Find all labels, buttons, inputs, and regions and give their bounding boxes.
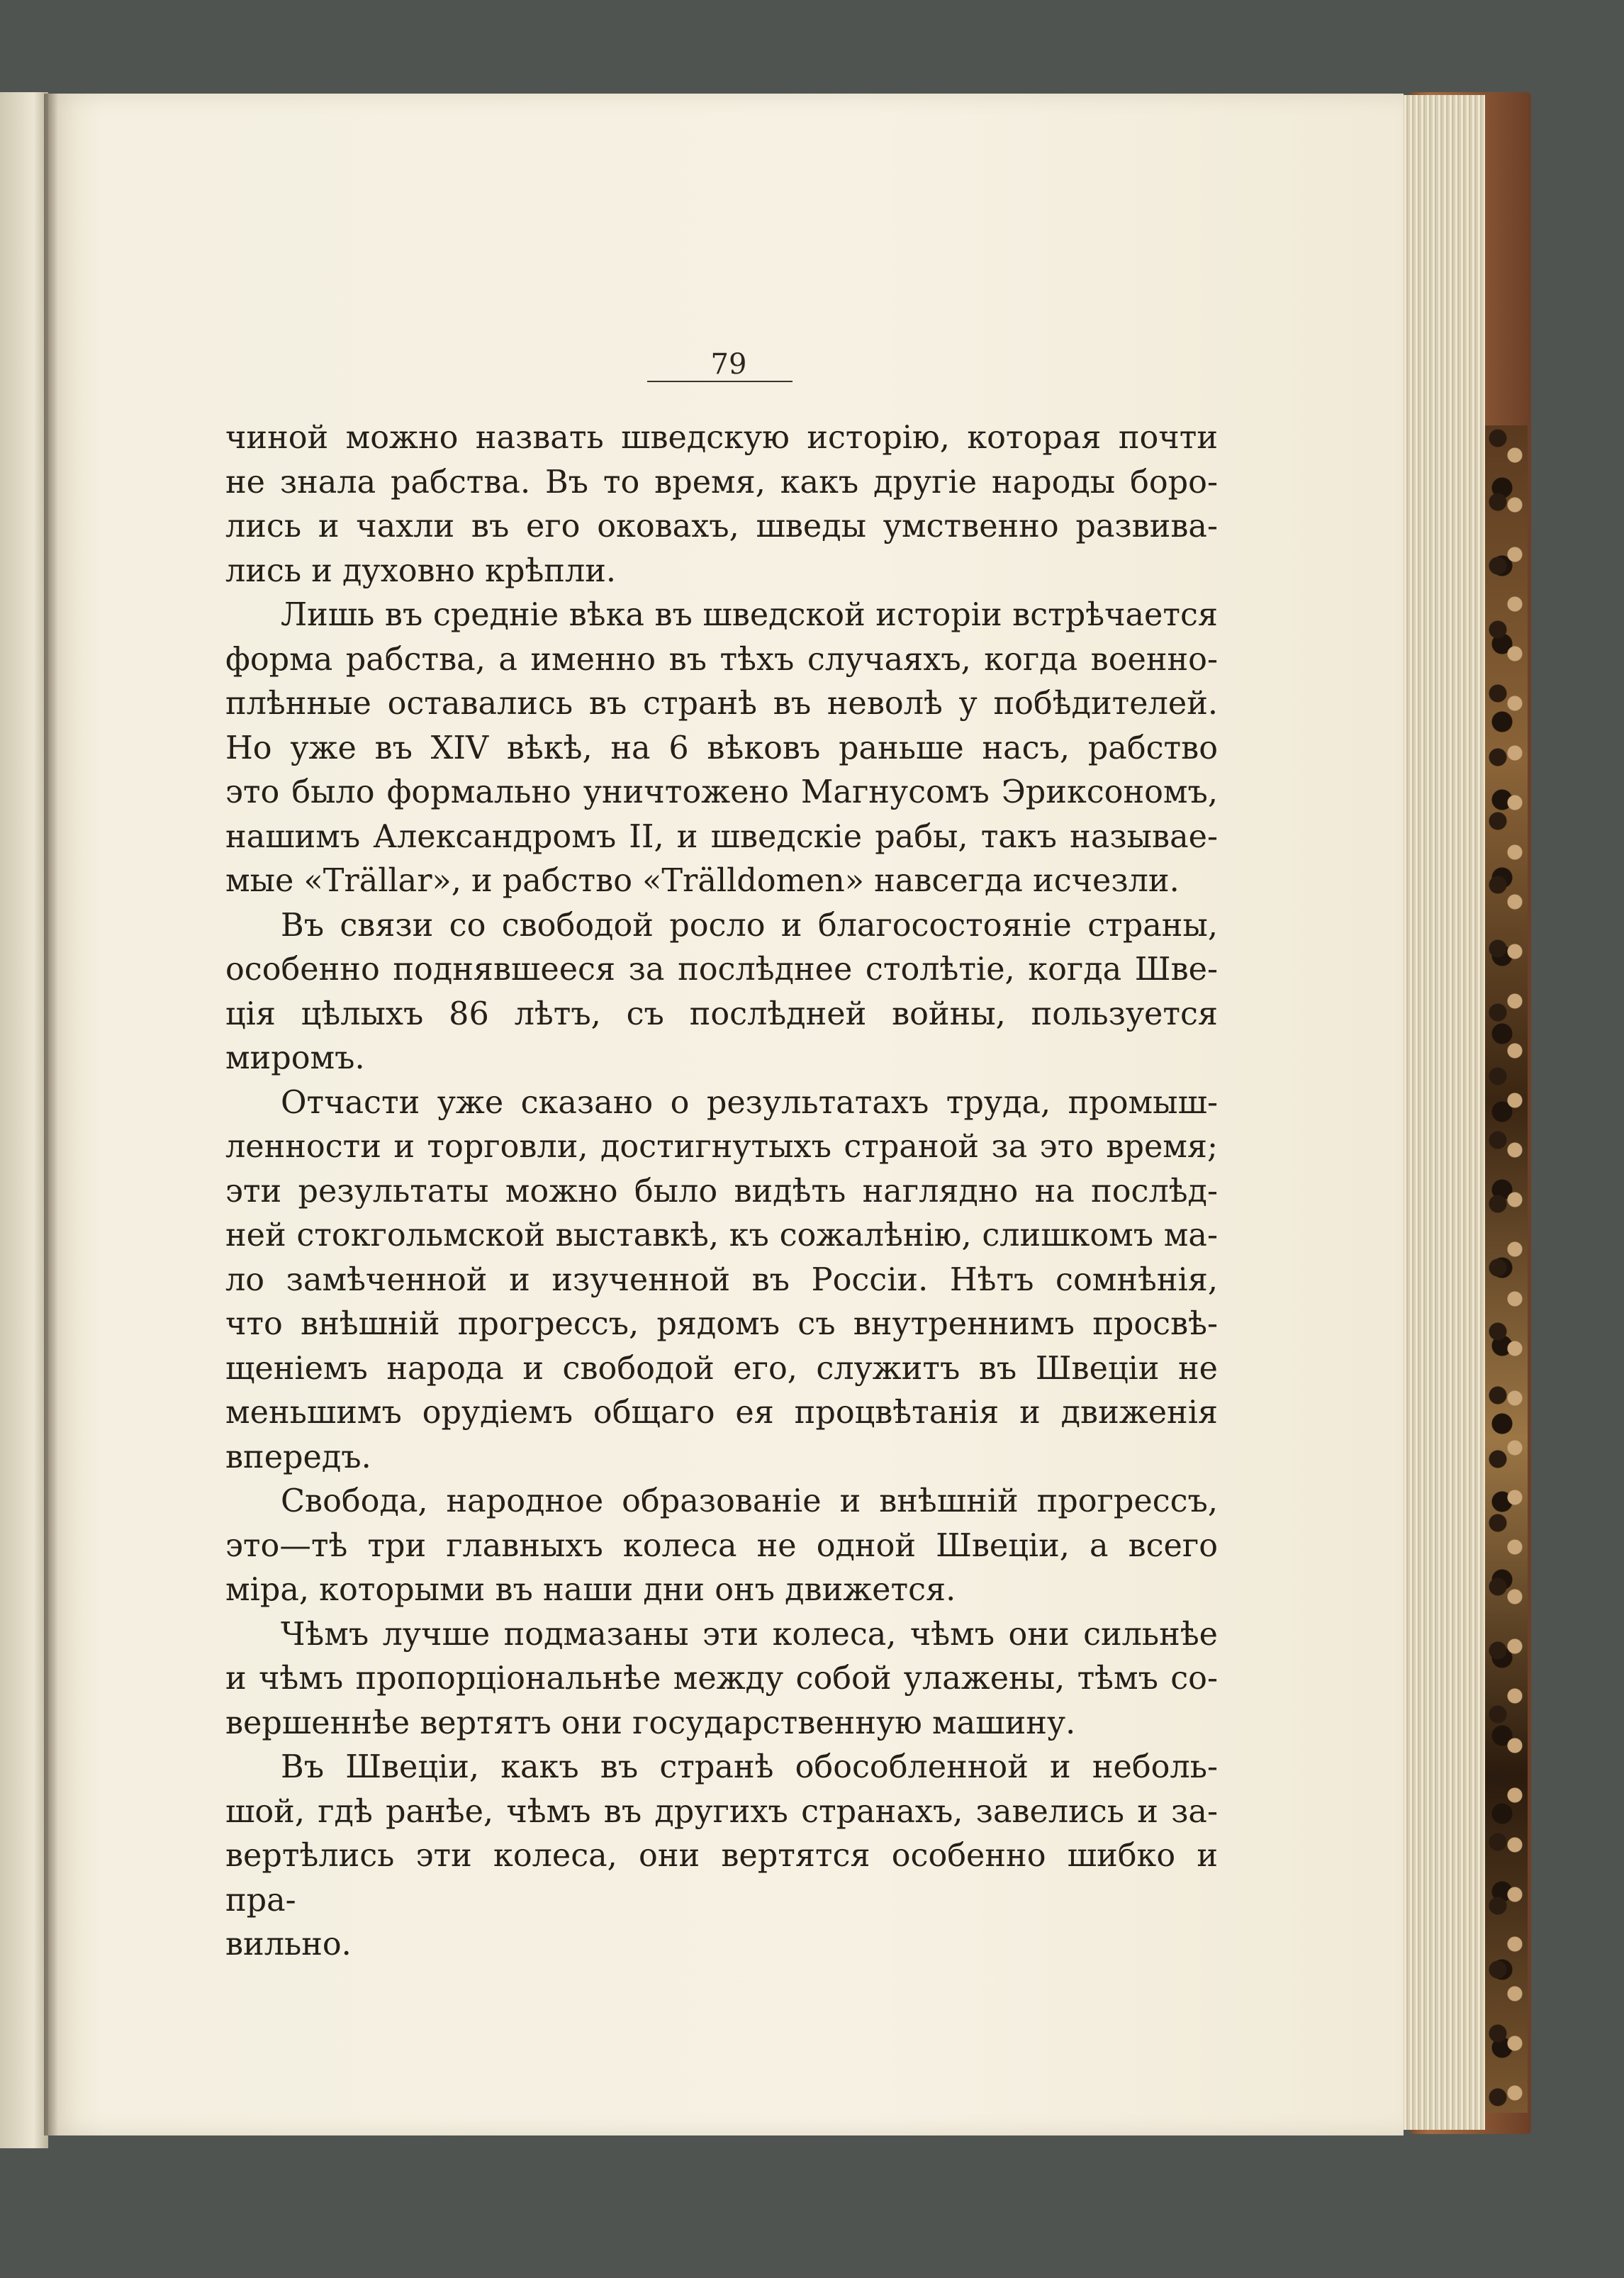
text-line: ло замѣченной и изученной въ Россіи. Нѣтъ сомнѣнія, <box>225 1261 1218 1298</box>
left-page-edge <box>0 92 48 2148</box>
text-line: шой, гдѣ ранѣе, чѣмъ въ другихъ странахъ, завелись и за- <box>225 1793 1218 1830</box>
text-line: эти результаты можно было видѣть наглядно на послѣд- <box>225 1173 1218 1210</box>
page-number-rule <box>647 381 793 382</box>
text-line: Свобода, народное образованіе и внѣшній прогрессъ, <box>281 1483 1218 1519</box>
body-text <box>225 416 1218 1967</box>
text-line: чиной можно назвать шведскую исторію, которая почти <box>225 420 1218 456</box>
text-line: и чѣмъ пропорціональнѣе между собой улажены, тѣмъ со- <box>225 1660 1218 1697</box>
page-stack-edge <box>1396 95 1485 2130</box>
book-page <box>48 94 1404 2135</box>
text-line: миромъ. <box>225 1040 365 1076</box>
text-line: что внѣшній прогрессъ, рядомъ съ внутреннимъ просвѣ- <box>225 1306 1218 1342</box>
text-line: это было формально уничтожено Магнусомъ Эриксономъ, <box>225 774 1218 810</box>
text-line: вершеннѣе вертятъ они государственную машину. <box>225 1704 1076 1741</box>
text-line: Чѣмъ лучше подмазаны эти колеса, чѣмъ они сильнѣе <box>281 1616 1218 1653</box>
text-line: лись и духовно крѣпли. <box>225 552 617 589</box>
text-line: особенно поднявшееся за послѣднее столѣтіе, когда Шве- <box>225 951 1218 988</box>
text-line: ція цѣлыхъ 86 лѣтъ, съ послѣдней войны, пользуется <box>225 995 1218 1032</box>
marbled-edge <box>1485 425 1528 2113</box>
text-line: это—тѣ три главныхъ колеса не одной Швеціи, а всего <box>225 1527 1218 1564</box>
text-line: меньшимъ орудіемъ общаго ея процвѣтанія и движенія <box>225 1395 1218 1431</box>
text-line: нашимъ Александромъ II, и шведскіе рабы, такъ называе- <box>225 818 1218 855</box>
text-line: Отчасти уже сказано о результатахъ труда, промыш- <box>281 1084 1218 1121</box>
spine-shadow <box>44 94 58 2135</box>
text-line: лись и чахли въ его оковахъ, шведы умственно развива- <box>225 508 1218 545</box>
text-line: Въ связи со свободой росло и благосостояніе страны, <box>281 907 1218 944</box>
text-line: вильно. <box>225 1926 352 1962</box>
text-line: ленности и торговли, достигнутыхъ страной за это время; <box>225 1129 1218 1165</box>
text-line: Но уже въ XIV вѣкѣ, на 6 вѣковъ раньше насъ, рабство <box>225 730 1218 766</box>
text-line: Лишь въ средніе вѣка въ шведской исторіи встрѣчается <box>281 597 1218 633</box>
page-number: 79 <box>710 348 747 381</box>
text-line: щеніемъ народа и свободой его, служитъ въ Швеціи не <box>225 1350 1218 1387</box>
text-line: ней стокгольмской выставкѣ, къ сожалѣнію, слишкомъ ма- <box>225 1217 1218 1254</box>
text-line: мые «Trällar», и рабство «Trälldomen» навсегда исчезли. <box>225 863 1180 899</box>
text-line: форма рабства, а именно въ тѣхъ случаяхъ, когда военно- <box>225 641 1218 678</box>
text-line: вертѣлись эти колеса, они вертятся особенно шибко и пра- <box>225 1838 1218 1919</box>
text-line: плѣнные оставались въ странѣ въ неволѣ у побѣдителей. <box>225 686 1218 722</box>
text-line: міра, которыми въ наши дни онъ движется. <box>225 1572 956 1608</box>
text-line: Въ Швеціи, какъ въ странѣ обособленной и неболь- <box>281 1749 1218 1785</box>
text-line: не знала рабства. Въ то время, какъ другіе народы боро- <box>225 464 1218 501</box>
text-line: впередъ. <box>225 1439 371 1475</box>
